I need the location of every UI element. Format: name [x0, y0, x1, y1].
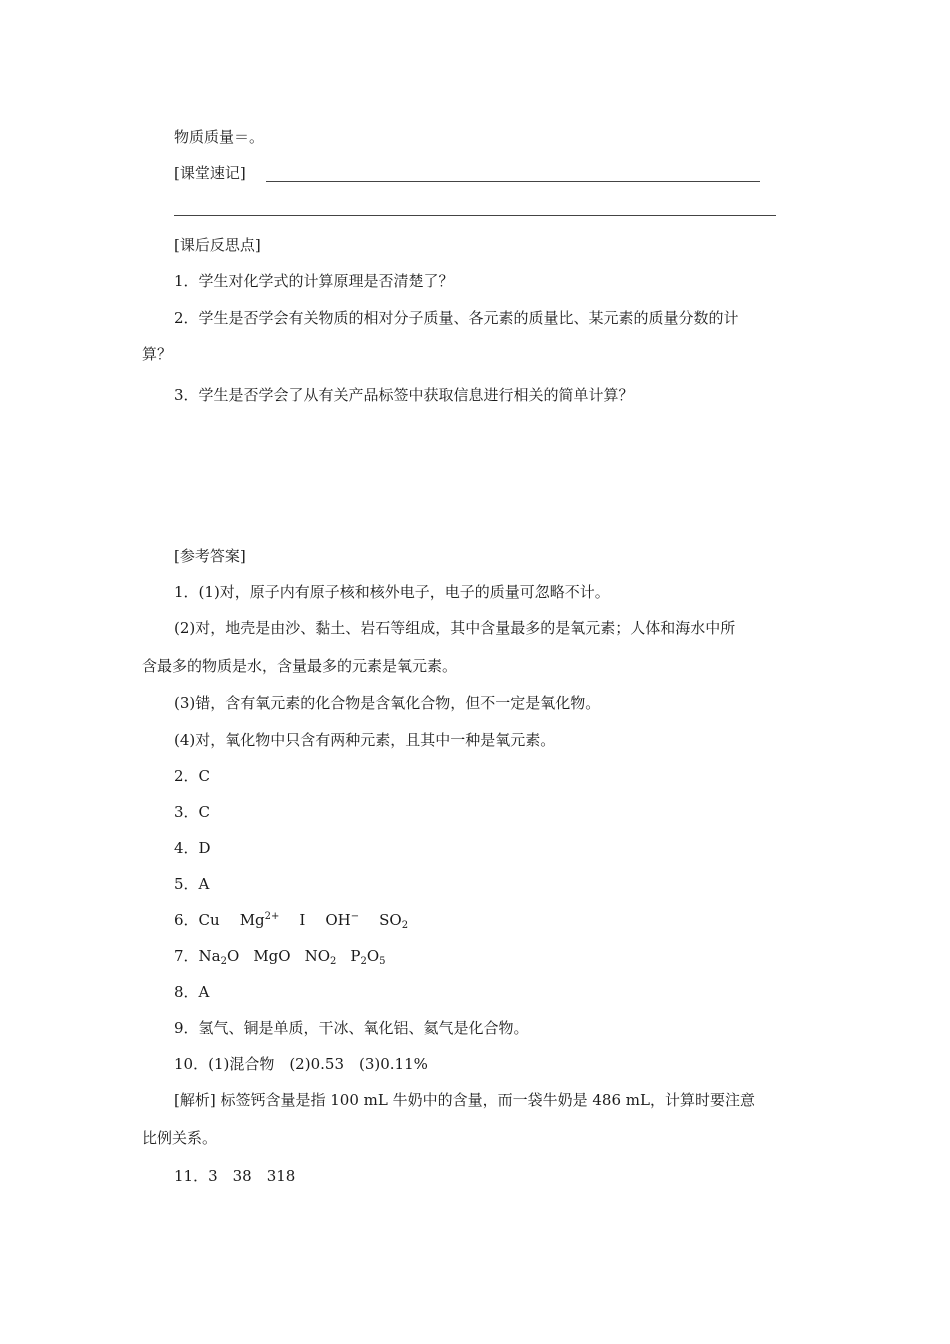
notes-blank-line-1	[266, 181, 760, 182]
formula-na2o: $Na_2O$	[198, 947, 240, 967]
answer-1-part-2-cont: 含最多的物质是水，含量最多的元素是氧元素。	[142, 657, 458, 675]
formula-no2: $NO_2$	[304, 947, 337, 967]
answer-1-part-4: (4)对，氧化物中只含有两种元素，且其中一种是氧元素。	[174, 731, 556, 749]
formula-p2o5: $P_2O_5$	[350, 947, 386, 967]
answers-heading: [参考答案]	[174, 547, 246, 565]
reflection-question-2: 2．学生是否学会有关物质的相对分子质量、各元素的质量比、某元素的质量分数的计	[174, 309, 739, 327]
answer-3: 3．C	[174, 803, 211, 821]
answer-6	[174, 910, 408, 930]
answer-7	[174, 946, 386, 966]
reflection-question-1: 1．学生对化学式的计算原理是否清楚了？	[174, 272, 454, 290]
formula-mgo: MgO	[253, 947, 291, 965]
reflection-heading: [课后反思点]	[174, 236, 261, 254]
answer-5: 5．A	[174, 875, 210, 893]
formula-cu: Cu	[198, 911, 220, 929]
notes-label: [课堂速记]	[174, 164, 246, 182]
answer-1-part-3: (3)错，含有氧元素的化合物是含氧化合物，但不一定是氧化物。	[174, 694, 601, 712]
answer-11: 11．3 38 318	[174, 1167, 296, 1185]
answer-8: 8．A	[174, 983, 210, 1001]
mass-line: 物质质量＝。	[174, 128, 265, 146]
formula-mg-ion: $Mg^{2+}$	[239, 911, 280, 929]
answer-9: 9．氢气、铜是单质，干冰、氧化铝、氦气是化合物。	[174, 1019, 529, 1037]
formula-i: I	[299, 911, 306, 929]
reflection-question-3: 3．学生是否学会了从有关产品标签中获取信息进行相关的简单计算？	[174, 386, 634, 404]
formula-so2: $SO_2$	[379, 911, 409, 931]
answer-10: 10．(1)混合物 (2)0.53 (3)0.11%	[174, 1055, 428, 1073]
answer-10-analysis: [解析] 标签钙含量是指 100 mL 牛奶中的含量，而一袋牛奶是 486 mL，计算时要注意	[174, 1091, 755, 1109]
answer-1-part-1: 1．(1)对，原子内有原子核和核外电子，电子的质量可忽略不计。	[174, 583, 610, 601]
answer-6-number: 6．	[174, 911, 199, 929]
reflection-question-2-cont: 算？	[142, 345, 173, 363]
answer-7-number: 7．	[174, 947, 199, 965]
answer-2: 2．C	[174, 767, 211, 785]
notes-blank-line-2	[174, 215, 776, 216]
formula-oh-ion: OH−	[325, 911, 360, 929]
answer-4: 4．D	[174, 839, 211, 857]
answer-10-analysis-cont: 比例关系。	[142, 1129, 218, 1147]
answer-1-part-2: (2)对，地壳是由沙、黏土、岩石等组成，其中含量最多的是氧元素；人体和海水中所	[174, 619, 736, 637]
